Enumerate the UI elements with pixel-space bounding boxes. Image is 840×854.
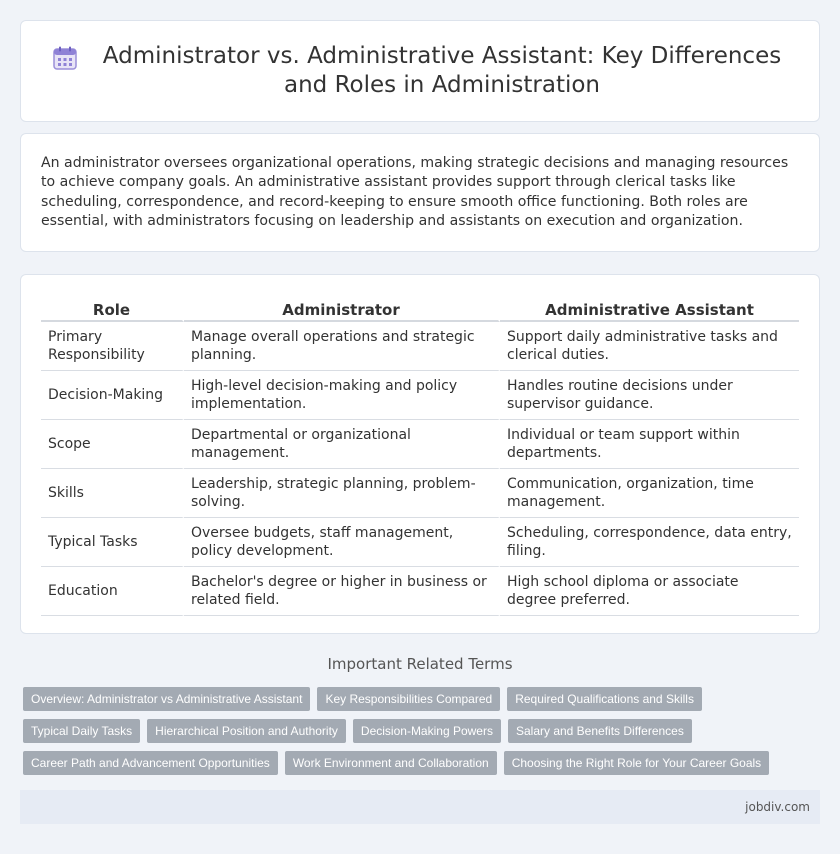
table-row xyxy=(41,567,799,616)
header-administrator: Administrator xyxy=(184,295,500,322)
tag-row xyxy=(23,751,823,775)
related-terms-tags xyxy=(23,687,823,783)
row-role: Education xyxy=(41,567,184,616)
row-administrator: Leadership, strategic planning, problem-solving. xyxy=(184,469,500,518)
tag-link[interactable]: Salary and Benefits Differences xyxy=(508,719,692,743)
row-assistant: Scheduling, correspondence, data entry, filing. xyxy=(500,518,799,567)
tag-link[interactable]: Work Environment and Collaboration xyxy=(285,751,497,775)
page-title: Administrator vs. Administrative Assistant: Key Differences and Roles in Administration xyxy=(102,43,782,98)
table-row xyxy=(41,469,799,518)
tag-link[interactable]: Choosing the Right Role for Your Career Goals xyxy=(504,751,769,775)
related-terms-title: Important Related Terms xyxy=(327,655,513,673)
row-administrator: Bachelor's degree or higher in business or related field. xyxy=(184,567,500,616)
comparison-table-card xyxy=(20,274,820,634)
tag-link[interactable]: Typical Daily Tasks xyxy=(23,719,140,743)
row-role: Primary Responsibility xyxy=(41,322,184,371)
table-row xyxy=(41,322,799,371)
row-role: Skills xyxy=(41,469,184,518)
tag-link[interactable]: Key Responsibilities Compared xyxy=(317,687,500,711)
table-row xyxy=(41,518,799,567)
tag-link[interactable]: Overview: Administrator vs Administrative Assistant xyxy=(23,687,310,711)
row-assistant: High school diploma or associate degree preferred. xyxy=(500,567,799,616)
table-header-row xyxy=(41,295,799,322)
row-assistant: Handles routine decisions under supervisor guidance. xyxy=(500,371,799,420)
row-assistant: Communication, organization, time management. xyxy=(500,469,799,518)
intro-card xyxy=(20,133,820,252)
row-administrator: Departmental or organizational management. xyxy=(184,420,500,469)
row-role: Decision-Making xyxy=(41,371,184,420)
row-role: Typical Tasks xyxy=(41,518,184,567)
row-role: Scope xyxy=(41,420,184,469)
row-administrator: Manage overall operations and strategic planning. xyxy=(184,322,500,371)
tag-row xyxy=(23,719,823,743)
row-administrator: Oversee budgets, staff management, policy development. xyxy=(184,518,500,567)
header-role: Role xyxy=(41,295,184,322)
header-administrative-assistant: Administrative Assistant xyxy=(500,295,799,322)
row-assistant: Support daily administrative tasks and clerical duties. xyxy=(500,322,799,371)
tag-link[interactable]: Required Qualifications and Skills xyxy=(507,687,702,711)
footer-site-link[interactable]: jobdiv.com xyxy=(745,800,810,814)
title-card xyxy=(20,20,820,122)
calendar-icon xyxy=(51,44,79,72)
intro-text: An administrator oversees organizational operations, making strategic decisions and managing resources to achieve company goals. An administrative assistant provides support through clerical tasks like scheduling, correspondence, and record-keeping to ensure smooth office functioning. Both roles are essential, with administrators focusing on leadership and assistants on execution and organization. xyxy=(41,155,789,229)
row-assistant: Individual or team support within departments. xyxy=(500,420,799,469)
tag-link[interactable]: Decision-Making Powers xyxy=(353,719,501,743)
tag-link[interactable]: Career Path and Advancement Opportunities xyxy=(23,751,278,775)
table-row xyxy=(41,371,799,420)
comparison-table xyxy=(41,295,799,616)
tag-link[interactable]: Hierarchical Position and Authority xyxy=(147,719,346,743)
row-administrator: High-level decision-making and policy implementation. xyxy=(184,371,500,420)
tag-row xyxy=(23,687,823,711)
table-row xyxy=(41,420,799,469)
footer xyxy=(20,790,820,824)
